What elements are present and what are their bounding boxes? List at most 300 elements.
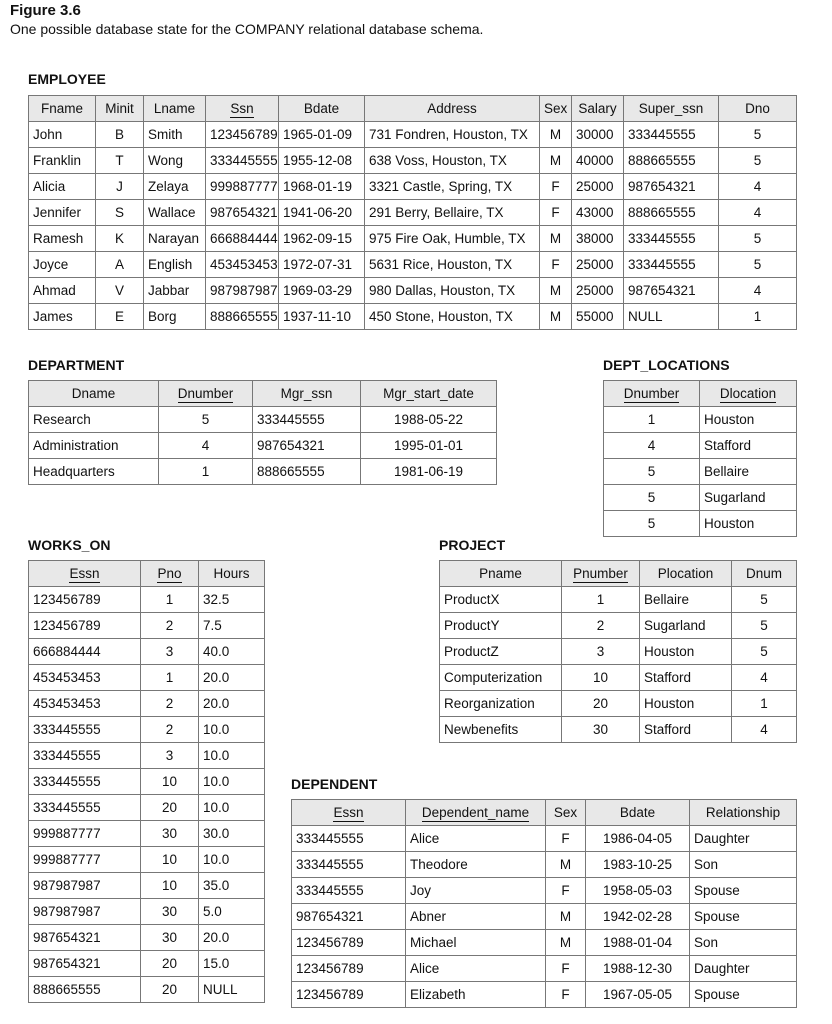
table-cell: 5: [732, 613, 797, 639]
table-cell: 40.0: [199, 639, 265, 665]
column-header: Minit: [96, 96, 144, 122]
table-cell: 980 Dallas, Houston, TX: [365, 278, 540, 304]
table-cell: 55000: [572, 304, 624, 330]
table-cell: Research: [29, 407, 159, 433]
table-row: [292, 930, 797, 956]
table-cell: 40000: [572, 148, 624, 174]
dept-locations-table: [603, 380, 797, 537]
table-cell: 453453453: [29, 665, 141, 691]
table-cell: 453453453: [29, 691, 141, 717]
column-header: Dependent_name: [406, 800, 546, 826]
table-cell: 3: [141, 743, 199, 769]
table-cell: 987654321: [29, 925, 141, 951]
table-cell: M: [540, 278, 572, 304]
table-cell: Theodore: [406, 852, 546, 878]
table-cell: Alicia: [29, 174, 96, 200]
table-cell: 1965-01-09: [279, 122, 365, 148]
table-cell: 30: [562, 717, 640, 743]
table-cell: A: [96, 252, 144, 278]
table-cell: 5.0: [199, 899, 265, 925]
table-cell: 5: [719, 226, 797, 252]
table-cell: Elizabeth: [406, 982, 546, 1008]
table-cell: 987654321: [624, 278, 719, 304]
table-cell: 1: [732, 691, 797, 717]
table-cell: F: [546, 982, 586, 1008]
table-cell: 1988-05-22: [361, 407, 497, 433]
table-cell: 123456789: [29, 587, 141, 613]
table-cell: 10: [562, 665, 640, 691]
table-cell: 999887777: [29, 847, 141, 873]
table-cell: 1972-07-31: [279, 252, 365, 278]
table-cell: 1958-05-03: [586, 878, 690, 904]
table-cell: F: [546, 878, 586, 904]
table-cell: 333445555: [29, 795, 141, 821]
header-row: [29, 96, 797, 122]
table-cell: 333445555: [29, 717, 141, 743]
table-cell: 1981-06-19: [361, 459, 497, 485]
table-cell: 987987987: [29, 873, 141, 899]
table-row: [29, 795, 265, 821]
dependent-table: [291, 799, 797, 1008]
table-cell: 333445555: [292, 852, 406, 878]
table-cell: 987987987: [206, 278, 279, 304]
table-cell: K: [96, 226, 144, 252]
table-cell: 10.0: [199, 847, 265, 873]
table-row: [29, 639, 265, 665]
table-cell: Joyce: [29, 252, 96, 278]
table-cell: 2: [141, 613, 199, 639]
table-cell: 5631 Rice, Houston, TX: [365, 252, 540, 278]
table-cell: 123456789: [292, 930, 406, 956]
table-cell: M: [540, 304, 572, 330]
table-cell: Daughter: [690, 826, 797, 852]
table-cell: Administration: [29, 433, 159, 459]
table-cell: Newbenefits: [440, 717, 562, 743]
table-row: [292, 956, 797, 982]
table-cell: 1988-01-04: [586, 930, 690, 956]
table-cell: Daughter: [690, 956, 797, 982]
table-cell: 10.0: [199, 769, 265, 795]
table-cell: Narayan: [144, 226, 206, 252]
table-cell: Jabbar: [144, 278, 206, 304]
table-cell: 20: [141, 977, 199, 1003]
table-cell: Sugarland: [640, 613, 732, 639]
table-row: [292, 982, 797, 1008]
table-cell: 10: [141, 769, 199, 795]
table-cell: 5: [719, 148, 797, 174]
table-cell: 1995-01-01: [361, 433, 497, 459]
table-cell: 1: [141, 665, 199, 691]
table-row: [604, 459, 797, 485]
table-cell: 20: [141, 951, 199, 977]
table-cell: 10: [141, 847, 199, 873]
table-cell: 20: [562, 691, 640, 717]
table-cell: 453453453: [206, 252, 279, 278]
table-cell: 1955-12-08: [279, 148, 365, 174]
table-cell: 30.0: [199, 821, 265, 847]
table-cell: 999887777: [206, 174, 279, 200]
column-header: Lname: [144, 96, 206, 122]
table-cell: 4: [159, 433, 253, 459]
table-cell: Houston: [700, 511, 797, 537]
table-cell: 2: [141, 691, 199, 717]
column-header: Essn: [29, 561, 141, 587]
works-on-table-name: WORKS_ON: [28, 537, 111, 553]
table-cell: 333445555: [624, 122, 719, 148]
table-cell: M: [546, 904, 586, 930]
table-cell: 666884444: [206, 226, 279, 252]
table-cell: James: [29, 304, 96, 330]
table-cell: 35.0: [199, 873, 265, 899]
table-cell: Abner: [406, 904, 546, 930]
table-cell: 987987987: [29, 899, 141, 925]
table-cell: 333445555: [206, 148, 279, 174]
header-row: [440, 561, 797, 587]
table-cell: 43000: [572, 200, 624, 226]
table-row: [440, 613, 797, 639]
dept-locations-table-name: DEPT_LOCATIONS: [603, 357, 730, 373]
column-header: Dnumber: [604, 381, 700, 407]
table-row: [440, 639, 797, 665]
column-header: Mgr_ssn: [253, 381, 361, 407]
table-row: [29, 951, 265, 977]
table-cell: M: [540, 226, 572, 252]
column-header: Dnumber: [159, 381, 253, 407]
table-cell: 888665555: [624, 148, 719, 174]
table-cell: E: [96, 304, 144, 330]
table-cell: 333445555: [29, 769, 141, 795]
table-cell: Wallace: [144, 200, 206, 226]
table-cell: 30: [141, 925, 199, 951]
table-cell: Houston: [640, 691, 732, 717]
table-cell: NULL: [199, 977, 265, 1003]
table-cell: 333445555: [29, 743, 141, 769]
table-cell: F: [540, 200, 572, 226]
table-cell: Franklin: [29, 148, 96, 174]
table-cell: NULL: [624, 304, 719, 330]
table-row: [29, 821, 265, 847]
table-cell: 638 Voss, Houston, TX: [365, 148, 540, 174]
table-cell: ProductX: [440, 587, 562, 613]
table-cell: 4: [719, 174, 797, 200]
table-cell: 333445555: [292, 878, 406, 904]
department-table: [28, 380, 497, 485]
table-row: [29, 847, 265, 873]
column-header: Pnumber: [562, 561, 640, 587]
table-cell: Son: [690, 930, 797, 956]
table-cell: 888665555: [624, 200, 719, 226]
table-cell: Reorganization: [440, 691, 562, 717]
table-cell: 4: [604, 433, 700, 459]
table-cell: 20.0: [199, 925, 265, 951]
department-table-name: DEPARTMENT: [28, 357, 125, 373]
dependent-table-name: DEPENDENT: [291, 776, 378, 792]
table-cell: 10.0: [199, 717, 265, 743]
column-header: Dlocation: [700, 381, 797, 407]
table-cell: M: [540, 122, 572, 148]
table-cell: 1: [159, 459, 253, 485]
table-cell: 987654321: [29, 951, 141, 977]
table-row: [29, 691, 265, 717]
table-cell: F: [540, 252, 572, 278]
table-cell: 20.0: [199, 665, 265, 691]
table-cell: 5: [719, 252, 797, 278]
table-cell: 38000: [572, 226, 624, 252]
table-row: [29, 459, 497, 485]
table-cell: 987654321: [292, 904, 406, 930]
table-row: [29, 925, 265, 951]
table-cell: 1937-11-10: [279, 304, 365, 330]
header-row: [29, 561, 265, 587]
table-cell: 30: [141, 899, 199, 925]
table-cell: 5: [719, 122, 797, 148]
table-cell: Borg: [144, 304, 206, 330]
table-cell: F: [540, 174, 572, 200]
table-cell: 2: [562, 613, 640, 639]
header-row: [604, 381, 797, 407]
project-table-name: PROJECT: [439, 537, 506, 553]
table-cell: Joy: [406, 878, 546, 904]
table-cell: Houston: [700, 407, 797, 433]
table-cell: S: [96, 200, 144, 226]
table-cell: M: [546, 852, 586, 878]
table-cell: Michael: [406, 930, 546, 956]
table-cell: Stafford: [700, 433, 797, 459]
table-cell: 5: [604, 459, 700, 485]
table-row: [29, 200, 797, 226]
table-cell: 30000: [572, 122, 624, 148]
table-cell: Zelaya: [144, 174, 206, 200]
table-cell: Bellaire: [640, 587, 732, 613]
table-row: [29, 743, 265, 769]
column-header: Pname: [440, 561, 562, 587]
figure-title: Figure 3.6: [10, 2, 81, 19]
table-row: [29, 613, 265, 639]
column-header: Bdate: [586, 800, 690, 826]
table-cell: Ramesh: [29, 226, 96, 252]
table-cell: 666884444: [29, 639, 141, 665]
figure-caption: One possible database state for the COMPANY relational database schema.: [10, 21, 484, 37]
table-cell: 5: [604, 485, 700, 511]
table-cell: 5: [732, 587, 797, 613]
table-cell: 1941-06-20: [279, 200, 365, 226]
column-header: Relationship: [690, 800, 797, 826]
column-header: Sex: [546, 800, 586, 826]
column-header: Super_ssn: [624, 96, 719, 122]
table-row: [29, 717, 265, 743]
table-cell: 1962-09-15: [279, 226, 365, 252]
column-header: Sex: [540, 96, 572, 122]
table-cell: Stafford: [640, 665, 732, 691]
table-row: [29, 407, 497, 433]
table-row: [29, 433, 497, 459]
table-cell: 987654321: [206, 200, 279, 226]
table-cell: 333445555: [292, 826, 406, 852]
table-cell: J: [96, 174, 144, 200]
employee-table: [28, 95, 797, 330]
table-cell: Son: [690, 852, 797, 878]
table-cell: Headquarters: [29, 459, 159, 485]
works-on-table: [28, 560, 265, 1003]
table-cell: 1942-02-28: [586, 904, 690, 930]
table-cell: 291 Berry, Bellaire, TX: [365, 200, 540, 226]
table-cell: 20.0: [199, 691, 265, 717]
table-row: [29, 769, 265, 795]
table-cell: 333445555: [624, 226, 719, 252]
table-cell: 975 Fire Oak, Humble, TX: [365, 226, 540, 252]
table-row: [292, 826, 797, 852]
table-cell: Houston: [640, 639, 732, 665]
table-cell: 5: [159, 407, 253, 433]
table-cell: 1983-10-25: [586, 852, 690, 878]
table-cell: 1: [562, 587, 640, 613]
table-cell: Spouse: [690, 982, 797, 1008]
table-cell: ProductZ: [440, 639, 562, 665]
table-cell: 333445555: [624, 252, 719, 278]
table-cell: 30: [141, 821, 199, 847]
table-row: [292, 904, 797, 930]
table-cell: 32.5: [199, 587, 265, 613]
table-cell: F: [546, 956, 586, 982]
table-cell: 7.5: [199, 613, 265, 639]
table-row: [29, 174, 797, 200]
column-header: Bdate: [279, 96, 365, 122]
table-cell: Wong: [144, 148, 206, 174]
table-cell: Alice: [406, 826, 546, 852]
table-cell: 3: [562, 639, 640, 665]
table-cell: 888665555: [206, 304, 279, 330]
table-row: [604, 407, 797, 433]
table-cell: 123456789: [292, 982, 406, 1008]
table-cell: 3: [141, 639, 199, 665]
table-cell: 999887777: [29, 821, 141, 847]
table-cell: John: [29, 122, 96, 148]
table-cell: 888665555: [29, 977, 141, 1003]
column-header: Hours: [199, 561, 265, 587]
table-cell: 1988-12-30: [586, 956, 690, 982]
table-cell: Smith: [144, 122, 206, 148]
table-cell: 1: [141, 587, 199, 613]
header-row: [29, 381, 497, 407]
table-cell: 15.0: [199, 951, 265, 977]
table-cell: 20: [141, 795, 199, 821]
column-header: Essn: [292, 800, 406, 826]
table-cell: 25000: [572, 174, 624, 200]
table-cell: 450 Stone, Houston, TX: [365, 304, 540, 330]
table-cell: 987654321: [253, 433, 361, 459]
column-header: Fname: [29, 96, 96, 122]
table-row: [29, 148, 797, 174]
table-row: [29, 899, 265, 925]
table-cell: Sugarland: [700, 485, 797, 511]
table-row: [29, 226, 797, 252]
table-cell: 4: [719, 278, 797, 304]
column-header: Dno: [719, 96, 797, 122]
employee-table-name: EMPLOYEE: [28, 71, 106, 87]
table-cell: 123456789: [292, 956, 406, 982]
table-row: [440, 691, 797, 717]
table-cell: 3321 Castle, Spring, TX: [365, 174, 540, 200]
project-table: [439, 560, 797, 743]
table-cell: 333445555: [253, 407, 361, 433]
table-row: [292, 878, 797, 904]
table-cell: 1: [604, 407, 700, 433]
table-cell: Bellaire: [700, 459, 797, 485]
table-row: [440, 587, 797, 613]
table-cell: F: [546, 826, 586, 852]
table-cell: 25000: [572, 252, 624, 278]
table-row: [604, 433, 797, 459]
table-cell: B: [96, 122, 144, 148]
table-row: [292, 852, 797, 878]
table-row: [29, 278, 797, 304]
column-header: Mgr_start_date: [361, 381, 497, 407]
table-row: [29, 665, 265, 691]
column-header: Plocation: [640, 561, 732, 587]
table-row: [29, 122, 797, 148]
column-header: Address: [365, 96, 540, 122]
table-row: [29, 304, 797, 330]
table-cell: 5: [732, 639, 797, 665]
table-cell: Stafford: [640, 717, 732, 743]
table-cell: 1967-05-05: [586, 982, 690, 1008]
table-cell: 2: [141, 717, 199, 743]
table-row: [604, 485, 797, 511]
table-cell: 987654321: [624, 174, 719, 200]
table-cell: 4: [732, 665, 797, 691]
table-cell: 1986-04-05: [586, 826, 690, 852]
table-cell: Computerization: [440, 665, 562, 691]
table-cell: 1: [719, 304, 797, 330]
column-header: Ssn: [206, 96, 279, 122]
table-cell: 1969-03-29: [279, 278, 365, 304]
table-cell: M: [546, 930, 586, 956]
table-cell: 1968-01-19: [279, 174, 365, 200]
table-cell: Ahmad: [29, 278, 96, 304]
column-header: Pno: [141, 561, 199, 587]
table-cell: 123456789: [206, 122, 279, 148]
table-cell: 5: [604, 511, 700, 537]
table-cell: ProductY: [440, 613, 562, 639]
table-cell: 123456789: [29, 613, 141, 639]
table-row: [440, 665, 797, 691]
table-cell: T: [96, 148, 144, 174]
table-cell: Alice: [406, 956, 546, 982]
column-header: Salary: [572, 96, 624, 122]
table-cell: Spouse: [690, 878, 797, 904]
table-cell: Jennifer: [29, 200, 96, 226]
table-cell: Spouse: [690, 904, 797, 930]
header-row: [292, 800, 797, 826]
table-cell: 10.0: [199, 795, 265, 821]
table-row: [604, 511, 797, 537]
table-cell: 888665555: [253, 459, 361, 485]
column-header: Dname: [29, 381, 159, 407]
table-cell: V: [96, 278, 144, 304]
table-row: [440, 717, 797, 743]
column-header: Dnum: [732, 561, 797, 587]
table-cell: 10.0: [199, 743, 265, 769]
table-row: [29, 587, 265, 613]
table-cell: 4: [732, 717, 797, 743]
table-cell: M: [540, 148, 572, 174]
table-cell: 25000: [572, 278, 624, 304]
table-cell: English: [144, 252, 206, 278]
table-row: [29, 252, 797, 278]
table-cell: 4: [719, 200, 797, 226]
table-row: [29, 873, 265, 899]
table-row: [29, 977, 265, 1003]
